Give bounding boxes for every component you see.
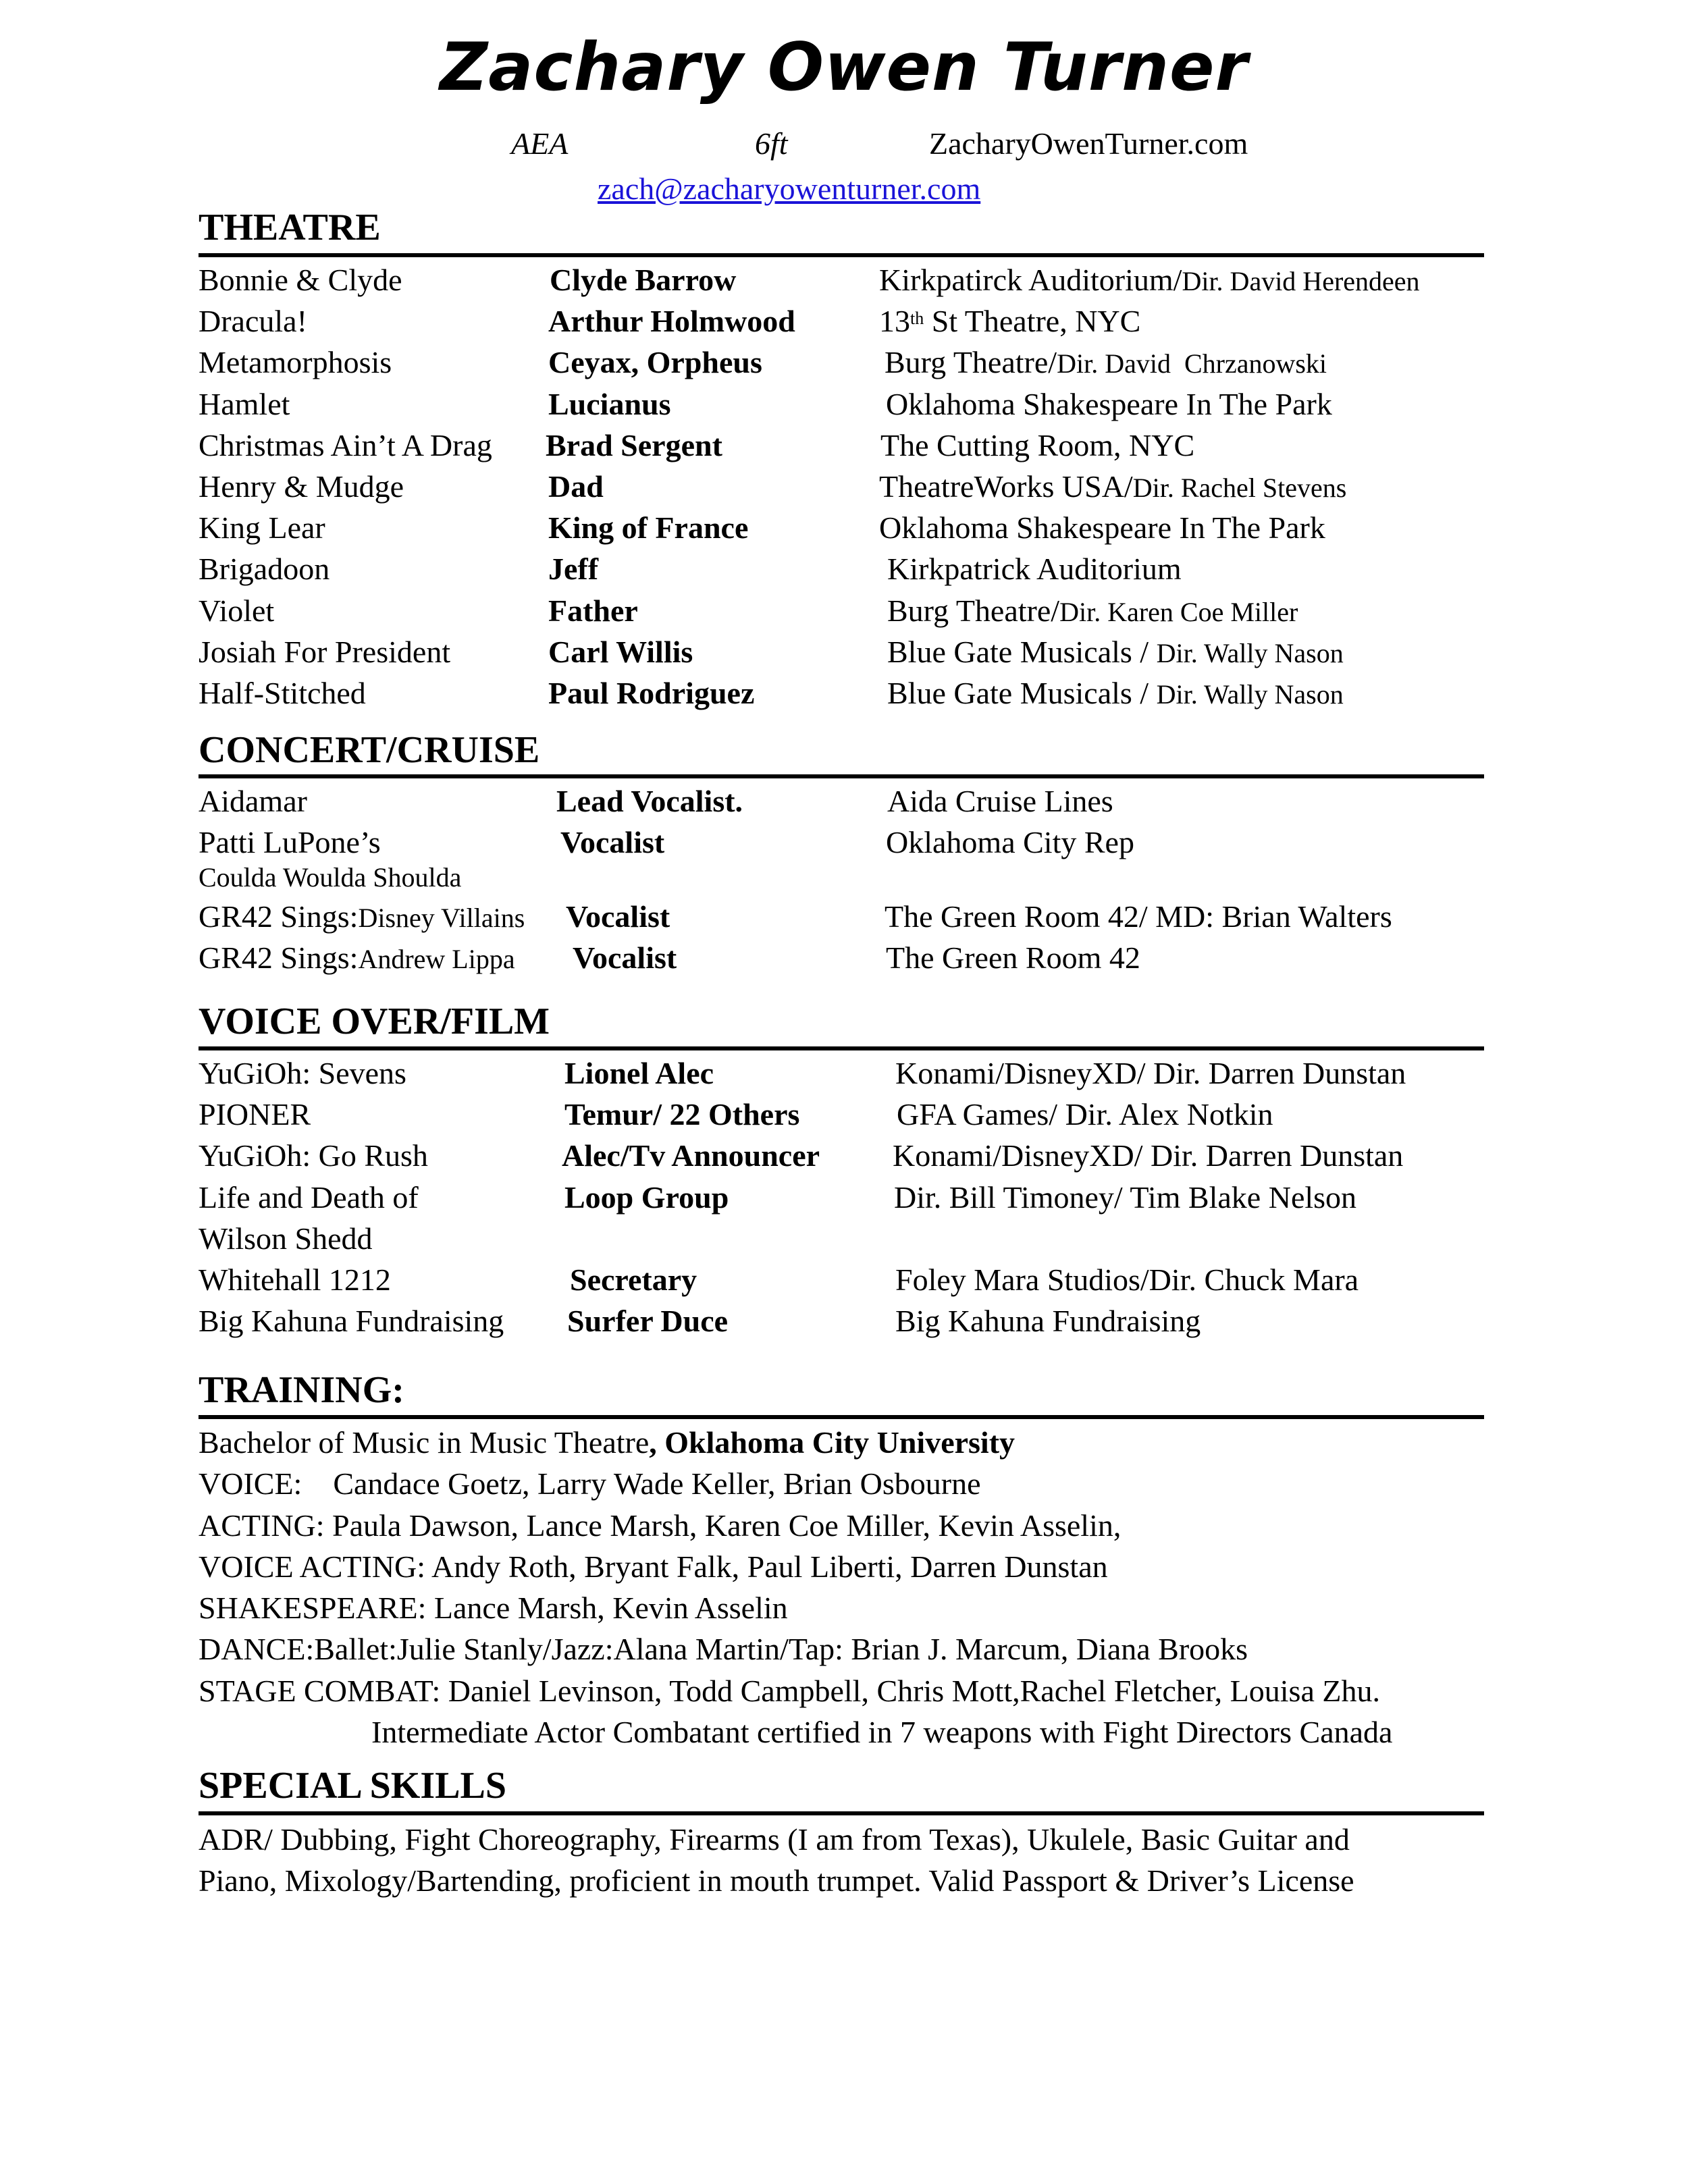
credit-row — [199, 1094, 1484, 1135]
skills-heading: SPECIAL SKILLS — [199, 1765, 506, 1807]
venue: Kirkpatirck Auditorium/Dir. David Herendeen — [879, 263, 1420, 297]
show-title: Violet — [199, 593, 275, 628]
show-title: Brigadoon — [199, 552, 330, 587]
credit-row — [199, 896, 1484, 937]
venue: Oklahoma City Rep — [886, 825, 1134, 860]
role: Temur/ 22 Others — [564, 1097, 800, 1132]
venue: Foley Mara Studios/Dir. Chuck Mara — [895, 1262, 1359, 1297]
venue: Burg Theatre/Dir. David Chrzanowski — [885, 345, 1327, 380]
training-dance: DANCE:Ballet:Julie Stanly/Jazz:Alana Martin/Tap: Brian J. Marcum, Diana Brooks — [199, 1632, 1248, 1667]
venue: 13th St Theatre, NYC — [879, 304, 1141, 339]
credit-row — [199, 590, 1484, 631]
section-divider — [199, 1415, 1484, 1419]
show-title: Whitehall 1212 — [199, 1262, 391, 1297]
show-title: Big Kahuna Fundraising — [199, 1304, 504, 1339]
role: Paul Rodriguez — [548, 675, 755, 710]
credit-row — [199, 342, 1484, 383]
credit-row — [199, 466, 1484, 507]
section-divider — [199, 1046, 1484, 1050]
show-title: YuGiOh: Sevens — [199, 1056, 406, 1090]
show-title: Wilson Shedd — [199, 1221, 373, 1256]
combat-certification: Intermediate Actor Combatant certified in 7 weapons with Fight Directors Canada — [371, 1715, 1393, 1750]
role: Vocalist — [566, 899, 670, 934]
credit-row — [199, 1300, 1484, 1341]
credit-row — [199, 631, 1484, 672]
training-degree: Bachelor of Music in Music Theatre, Oklahoma City University — [199, 1425, 1016, 1460]
venue: Konami/DisneyXD/ Dir. Darren Dunstan — [895, 1056, 1406, 1090]
training-heading: TRAINING: — [199, 1369, 404, 1411]
show-title: Christmas Ain’t A Drag — [199, 427, 492, 462]
email-link[interactable]: zach@zacharyowenturner.com — [598, 171, 981, 206]
skills-text — [199, 1819, 1484, 1902]
union-affiliation: AEA — [511, 126, 569, 161]
role: Surfer Duce — [567, 1304, 729, 1339]
venue: The Green Room 42 — [886, 940, 1140, 976]
show-title: Hamlet — [199, 386, 290, 421]
skills-line: ADR/ Dubbing, Fight Choreography, Firearms (I am from Texas), Ukulele, Basic Guitar and — [199, 1822, 1350, 1857]
venue: The Cutting Room, NYC — [880, 427, 1195, 462]
show-title: YuGiOh: Go Rush — [199, 1138, 428, 1173]
role: Jeff — [548, 552, 599, 587]
theatre-credits — [199, 259, 1484, 714]
role: Lucianus — [548, 386, 671, 421]
theatre-heading: THEATRE — [199, 207, 381, 248]
role: Alec/Tv Announcer — [562, 1138, 820, 1173]
training-acting: ACTING: Paula Dawson, Lance Marsh, Karen Coe Miller, Kevin Asselin, — [199, 1508, 1122, 1543]
venue: Dir. Bill Timoney/ Tim Blake Nelson — [894, 1179, 1357, 1215]
venue: Kirkpatrick Auditorium — [887, 552, 1182, 587]
training-stage-combat: STAGE COMBAT: Daniel Levinson, Todd Campbell, Chris Mott,Rachel Fletcher, Louisa Zhu. — [199, 1673, 1380, 1708]
show-title: GR42 Sings:Andrew Lippa — [199, 940, 515, 976]
show-title: Aidamar — [199, 784, 307, 818]
actor-height: 6ft — [755, 126, 788, 161]
concert-heading: CONCERT/CRUISE — [199, 729, 540, 771]
credit-row — [199, 1053, 1484, 1094]
show-title: Life and Death of — [199, 1179, 419, 1215]
venue: TheatreWorks USA/Dir. Rachel Stevens — [879, 469, 1347, 504]
role: Father — [548, 593, 638, 628]
role: Dad — [548, 469, 604, 504]
role: Loop Group — [564, 1179, 729, 1215]
venue: Blue Gate Musicals / Dir. Wally Nason — [887, 675, 1344, 710]
show-title: Patti LuPone’s Coulda Woulda Shoulda — [199, 825, 462, 893]
training-voice-acting: VOICE ACTING: Andy Roth, Bryant Falk, Paul Liberti, Darren Dunstan — [199, 1549, 1108, 1584]
credit-row — [199, 672, 1484, 714]
section-divider — [199, 774, 1484, 778]
show-title: King Lear — [199, 510, 325, 545]
section-divider — [199, 253, 1484, 257]
skills-line: Piano, Mixology/Bartending, proficient in mouth trumpet. Valid Passport & Driver’s License — [199, 1863, 1354, 1898]
training-list — [199, 1422, 1484, 1753]
venue: Oklahoma Shakespeare In The Park — [879, 510, 1325, 545]
role: Ceyax, Orpheus — [548, 345, 762, 380]
show-title: Henry & Mudge — [199, 469, 404, 504]
section-divider — [199, 1811, 1484, 1815]
role: Lionel Alec — [564, 1056, 714, 1090]
role: Clyde Barrow — [550, 263, 737, 297]
show-title: Half-Stitched — [199, 675, 366, 710]
credit-row — [199, 780, 1484, 822]
show-title: PIONER — [199, 1097, 311, 1132]
credit-row — [199, 1218, 1484, 1259]
venue: GFA Games/ Dir. Alex Notkin — [897, 1097, 1273, 1132]
venue: Aida Cruise Lines — [887, 784, 1113, 818]
role: Lead Vocalist. — [556, 784, 743, 818]
credit-row — [199, 425, 1484, 466]
show-title: GR42 Sings:Disney Villains — [199, 899, 525, 934]
show-title: Bonnie & Clyde — [199, 263, 402, 297]
credit-row — [199, 300, 1484, 342]
concert-credits — [199, 780, 1484, 979]
role: Vocalist — [573, 940, 677, 976]
venue: Oklahoma Shakespeare In The Park — [886, 386, 1332, 421]
show-title: Metamorphosis — [199, 345, 392, 380]
role: Carl Willis — [548, 634, 693, 669]
voiceover-credits — [199, 1053, 1484, 1341]
credit-row — [199, 548, 1484, 589]
website-text: ZacharyOwenTurner.com — [929, 126, 1248, 161]
venue: Konami/DisneyXD/ Dir. Darren Dunstan — [893, 1138, 1404, 1173]
credit-row — [199, 383, 1484, 425]
role: Vocalist — [560, 825, 665, 860]
venue: Burg Theatre/Dir. Karen Coe Miller — [887, 593, 1298, 628]
show-title: Josiah For President — [199, 634, 451, 669]
training-voice: VOICE: Candace Goetz, Larry Wade Keller, Brian Osbourne — [199, 1466, 981, 1501]
credit-row — [199, 822, 1484, 896]
show-title: Dracula! — [199, 304, 307, 339]
credit-row — [199, 1135, 1484, 1176]
actor-name: Zachary Owen Turner — [440, 29, 1248, 106]
credit-row — [199, 1259, 1484, 1300]
credit-row — [199, 507, 1484, 548]
role: Secretary — [570, 1262, 697, 1297]
role: Brad Sergent — [546, 427, 722, 462]
role: Arthur Holmwood — [548, 304, 795, 339]
training-shakespeare: SHAKESPEARE: Lance Marsh, Kevin Asselin — [199, 1591, 788, 1626]
credit-row — [199, 937, 1484, 978]
credit-row — [199, 1177, 1484, 1218]
venue: Big Kahuna Fundraising — [895, 1304, 1201, 1339]
role: King of France — [548, 510, 749, 545]
venue: The Green Room 42/ MD: Brian Walters — [885, 899, 1392, 934]
venue: Blue Gate Musicals / Dir. Wally Nason — [887, 634, 1344, 669]
credit-row — [199, 259, 1484, 300]
voiceover-heading: VOICE OVER/FILM — [199, 1001, 550, 1042]
